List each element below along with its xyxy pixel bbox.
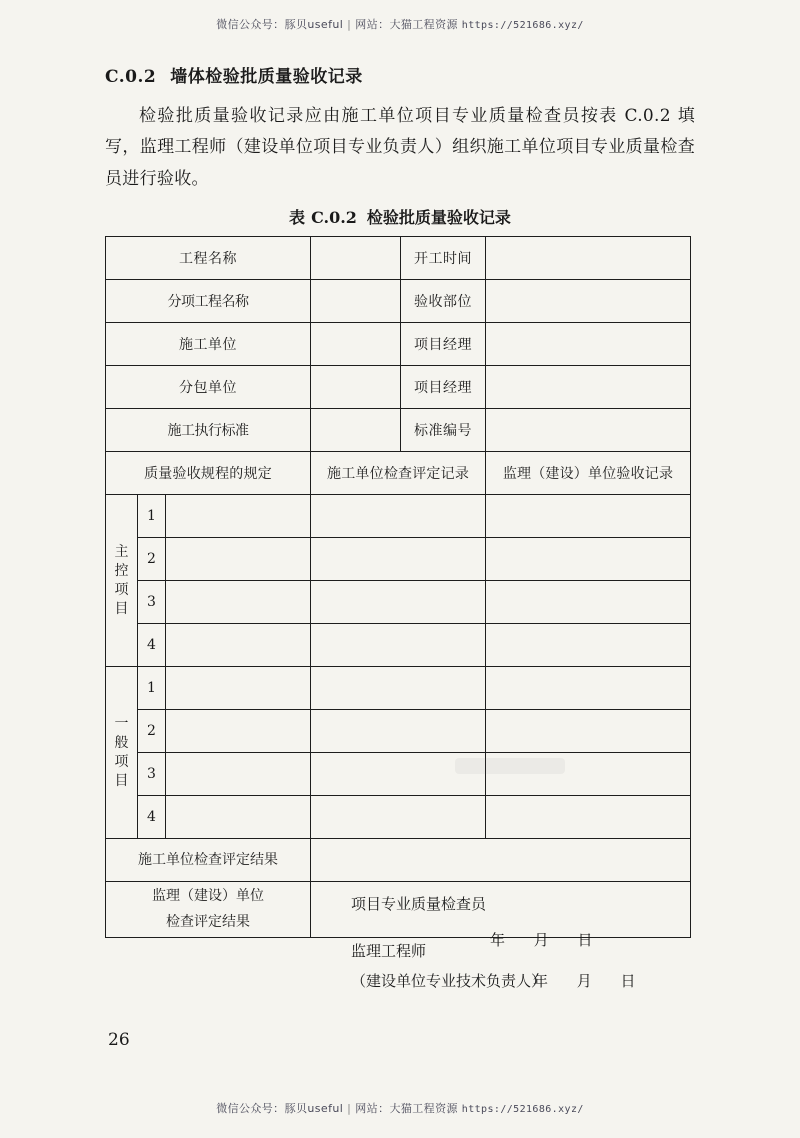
group-char: 目 [114, 600, 129, 617]
field-label-project-manager-1: 项目经理 [401, 323, 486, 366]
signature-date-construction[interactable]: 年 月 日 [490, 931, 605, 950]
result-label-supervision-line2: 检查评定结果 [166, 913, 250, 930]
signature-role-supervision-sub: （建设单位专业技术负责人） [351, 972, 547, 991]
table-row [106, 409, 691, 452]
cell-supervision-check[interactable] [486, 753, 691, 796]
result-label-construction: 施工单位检查评定结果 [106, 839, 311, 882]
cell-construction-check[interactable] [311, 581, 486, 624]
table-caption-prefix: 表 [289, 208, 306, 228]
cell-construction-check[interactable] [311, 495, 486, 538]
section-paragraph: 检验批质量验收记录应由施工单位项目专业质量检查员按表 C.0.2 填写，监理工程师（建设单位项目专业负责人）组织施工单位项目专业质量检查员进行验收。 [105, 106, 695, 189]
cell-supervision-check[interactable] [486, 581, 691, 624]
watermark-site-name: 大猫工程资源 [389, 18, 458, 31]
section-title: 墙体检验批质量验收记录 [170, 67, 363, 87]
group-label-main-control [106, 495, 138, 667]
page-content [105, 62, 695, 991]
cell-construction-check[interactable] [311, 624, 486, 667]
table-row [106, 495, 691, 538]
table-row [106, 710, 691, 753]
table-row [106, 237, 691, 280]
section-number: C.0.2 [105, 67, 157, 87]
watermark-separator-2: | [347, 1102, 352, 1115]
row-index: 2 [138, 538, 166, 581]
field-label-subitem-name: 分项工程名称 [106, 280, 311, 323]
table-row [106, 323, 691, 366]
table-row [106, 538, 691, 581]
signature-role-supervision-engineer: 监理工程师 [351, 942, 427, 961]
cell-supervision-check[interactable] [486, 538, 691, 581]
table-row [106, 280, 691, 323]
table-row [106, 839, 691, 882]
group-char: 般 [114, 734, 129, 751]
cell-construction-check[interactable] [311, 710, 486, 753]
signature-date-supervision[interactable]: 年 月 日 [533, 972, 648, 991]
cell-spec[interactable] [166, 624, 311, 667]
cell-spec[interactable] [166, 753, 311, 796]
field-label-project-manager-2: 项目经理 [401, 366, 486, 409]
signature-role-quality-inspector: 项目专业质量检查员 [351, 895, 487, 914]
column-header-supervision-check: 监理（建设）单位验收记录 [486, 452, 691, 495]
result-label-supervision-line1: 监理（建设）单位 [152, 888, 264, 905]
field-label-execution-standard: 施工执行标准 [106, 409, 311, 452]
column-header-spec: 质量验收规程的规定 [106, 452, 311, 495]
group-char: 控 [114, 562, 129, 579]
signature-block-supervision[interactable] [311, 882, 691, 991]
row-index: 1 [138, 667, 166, 710]
table-row [106, 624, 691, 667]
field-value-execution-standard[interactable] [311, 409, 401, 452]
inspection-record-table [105, 236, 691, 991]
group-label-general [106, 667, 138, 839]
watermark-site-label: 网站： [355, 1102, 390, 1115]
field-label-standard-number: 标准编号 [401, 409, 486, 452]
table-row [106, 882, 691, 937]
field-label-start-time: 开工时间 [401, 237, 486, 280]
watermark-account-label: 微信公众号： [216, 18, 285, 31]
watermark-account-name: 豚贝useful [284, 18, 344, 31]
cell-construction-check[interactable] [311, 538, 486, 581]
page-number: 26 [108, 1030, 130, 1050]
field-value-start-time[interactable] [486, 237, 691, 280]
watermark-site-label: 网站： [355, 18, 390, 31]
cell-supervision-check[interactable] [486, 667, 691, 710]
watermark-top [0, 16, 800, 32]
group-char: 一 [114, 716, 129, 733]
table-row [106, 796, 691, 839]
cell-spec[interactable] [166, 581, 311, 624]
table-row [106, 366, 691, 409]
row-index: 1 [138, 495, 166, 538]
field-value-project-name[interactable] [311, 237, 401, 280]
table-row [106, 753, 691, 796]
field-label-subcontractor: 分包单位 [106, 366, 311, 409]
group-char: 项 [114, 581, 129, 598]
watermark-account-label: 微信公众号： [216, 1102, 285, 1115]
field-value-acceptance-part[interactable] [486, 280, 691, 323]
field-label-acceptance-part: 验收部位 [401, 280, 486, 323]
row-index: 2 [138, 710, 166, 753]
result-label-supervision [106, 882, 311, 937]
cell-construction-check[interactable] [311, 753, 486, 796]
signature-block-construction[interactable] [311, 839, 691, 950]
watermark-separator-1: | [347, 18, 352, 31]
cell-spec[interactable] [166, 796, 311, 839]
table-row [106, 581, 691, 624]
column-header-construction-check: 施工单位检查评定记录 [311, 452, 486, 495]
watermark-bottom [0, 1100, 800, 1116]
cell-supervision-check[interactable] [486, 796, 691, 839]
group-char: 项 [114, 753, 129, 770]
row-index: 3 [138, 581, 166, 624]
table-header-row [106, 452, 691, 495]
cell-construction-check[interactable] [311, 796, 486, 839]
group-char: 主 [114, 544, 129, 561]
cell-construction-check[interactable] [311, 667, 486, 710]
row-index: 3 [138, 753, 166, 796]
watermark-account-name: 豚贝useful [284, 1102, 344, 1115]
field-label-construction-unit: 施工单位 [106, 323, 311, 366]
row-index: 4 [138, 796, 166, 839]
row-index: 4 [138, 624, 166, 667]
watermark-url: https://521686.xyz/ [461, 1104, 584, 1115]
field-value-project-manager-2[interactable] [486, 366, 691, 409]
cell-spec[interactable] [166, 538, 311, 581]
cell-supervision-check[interactable] [486, 624, 691, 667]
field-value-construction-unit[interactable] [311, 323, 401, 366]
field-value-subitem-name[interactable] [311, 280, 401, 323]
section-heading [105, 62, 695, 87]
cell-supervision-check[interactable] [486, 495, 691, 538]
cell-spec[interactable] [166, 710, 311, 753]
field-value-subcontractor[interactable] [311, 366, 401, 409]
watermark-url: https://521686.xyz/ [461, 20, 584, 31]
watermark-site-name: 大猫工程资源 [389, 1102, 458, 1115]
cell-spec[interactable] [166, 495, 311, 538]
cell-supervision-check[interactable] [486, 710, 691, 753]
cell-spec[interactable] [166, 667, 311, 710]
field-value-project-manager-1[interactable] [486, 323, 691, 366]
table-caption-title: 检验批质量验收记录 [366, 208, 511, 228]
table-caption [105, 205, 695, 228]
field-label-project-name: 工程名称 [106, 237, 311, 280]
table-caption-number: C.0.2 [311, 208, 357, 228]
table-row [106, 667, 691, 710]
group-char: 目 [114, 772, 129, 789]
field-value-standard-number[interactable] [486, 409, 691, 452]
